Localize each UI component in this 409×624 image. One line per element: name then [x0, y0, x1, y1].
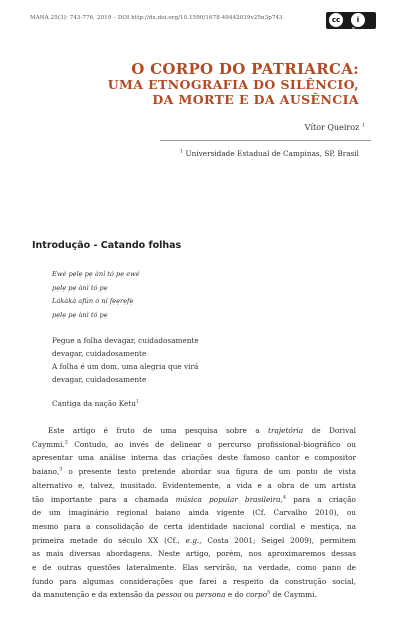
section-heading: Introdução - Catando folhas [32, 240, 182, 251]
body-line [32, 438, 356, 452]
body-text: tão importante para a chamada [32, 494, 176, 504]
epigraph-portuguese-line: A folha é um dom, uma alegria que virá [52, 362, 199, 371]
body-line [32, 493, 356, 507]
body-text: da manutenção e da extensão da [32, 590, 157, 600]
epigraph-yoruba-line: Ewé pẹlẹ pẹ ànì tó pẹ ewé [52, 270, 140, 278]
body-text: Contudo, ao invés de delinear o percurso profissional-biográfico ou [67, 439, 356, 449]
body-text: o presente texto pretende abordar sua figura de um ponto de vista [62, 467, 356, 477]
body-paragraph [32, 424, 356, 602]
body-text: Caymmi. [32, 439, 65, 449]
body-text: de Dorival [303, 426, 356, 435]
body-line: e de outras questões lateralmente. Elas servirão, na verdade, como pano de [32, 563, 356, 573]
epigraph-yoruba-line: pẹlẹ pẹ ànì tó pẹ [52, 283, 108, 292]
body-line: de um imaginário regional baiano ainda vigente (Cf. Carvalho 2010), ou [32, 508, 356, 518]
body-text: primeira metade do século XX (Cf., [32, 535, 186, 545]
body-text: para a criação [286, 494, 356, 504]
footnote-mark: 1 [136, 398, 140, 405]
license-by-label: BY [352, 26, 356, 30]
affiliation-divider [160, 140, 371, 141]
body-emphasis: pessoa [156, 590, 182, 600]
attribution-icon: i [351, 13, 365, 27]
author-affiliation-mark: 1 [361, 122, 365, 129]
body-line: alternativo e, talvez, inusitado. Evidentemente, a vida e a obra de um artista [32, 480, 356, 490]
footnote-mark[interactable]: 5 [267, 590, 271, 596]
epigraph-portuguese-line: devagar, cuidadosamente [52, 349, 147, 358]
affiliation-mark: 1 [179, 148, 184, 155]
author-name: Vítor Queiroz [304, 123, 360, 132]
epigraph-yoruba [52, 268, 140, 323]
affiliation-text: Universidade Estadual de Campinas, SP, Brasil [185, 149, 359, 158]
cc-by-license-badge[interactable] [326, 12, 376, 29]
footnote-mark[interactable]: 3 [59, 466, 63, 473]
body-emphasis: trajetória [268, 426, 304, 435]
body-text: , Costa 2001; Seigel 2009), permitem [199, 535, 357, 545]
body-line: mesmo para a consolidação de certa identidade nacional cordial e mestiça, na [32, 521, 356, 531]
epigraph-yoruba-line: pẹlẹ pẹ ànì tó pẹ [52, 311, 108, 320]
body-line [32, 534, 356, 548]
body-line: fundo para algumas considerações que farei a respeito da construção social, [32, 576, 356, 586]
affiliation [180, 149, 359, 158]
author [305, 123, 365, 132]
epigraph-portuguese [52, 334, 199, 386]
body-text: e do [225, 590, 246, 600]
body-text: ou [181, 590, 196, 600]
citation-header: MANA 25(3): 743-776, 2019 – DOI http://dx.doi.org/10.1590/1678-49442019v25n3p743 [30, 15, 283, 21]
body-emphasis: música popular brasileira, [175, 494, 283, 504]
body-text: baiano, [32, 467, 60, 477]
body-line [32, 588, 356, 602]
body-text: de Caymmi. [270, 590, 317, 600]
epigraph-source [52, 399, 139, 408]
title-sub-line-2: DA MORTE E DA AUSÊNCIA [152, 91, 359, 107]
footnote-mark[interactable]: 4 [282, 494, 287, 501]
body-line: as mais diversas abordagens. Neste artigo, porém, nos aproximaremos dessas [32, 549, 356, 559]
epigraph-source-text: Cantiga da nação Ketu [52, 399, 136, 408]
body-emphasis: persona [195, 590, 226, 600]
epigraph-portuguese-line: devagar, cuidadosamente [52, 375, 147, 384]
title-main: O CORPO DO PATRIARCA: [131, 60, 359, 78]
body-line [32, 424, 356, 438]
creative-commons-icon: cc [329, 13, 343, 27]
body-emphasis: e.g. [185, 535, 200, 545]
body-emphasis: corpo [245, 590, 268, 600]
article-title [108, 60, 359, 107]
title-sub-line-1: UMA ETNOGRAFIA DO SILÊNCIO, [107, 77, 359, 92]
body-line: apresentar uma análise interna das criações deste famoso cantor e compositor [32, 453, 356, 463]
epigraph-portuguese-line: Pegue a folha devagar, cuidadosamente [52, 336, 199, 345]
footnote-mark[interactable]: 2 [64, 439, 68, 446]
body-line [32, 465, 356, 479]
epigraph-yoruba-line: Lákàkà afún ó ní fẹẹrẹfẹ [52, 297, 134, 306]
body-text: Este artigo é fruto de uma pesquisa sobre a [48, 426, 269, 435]
